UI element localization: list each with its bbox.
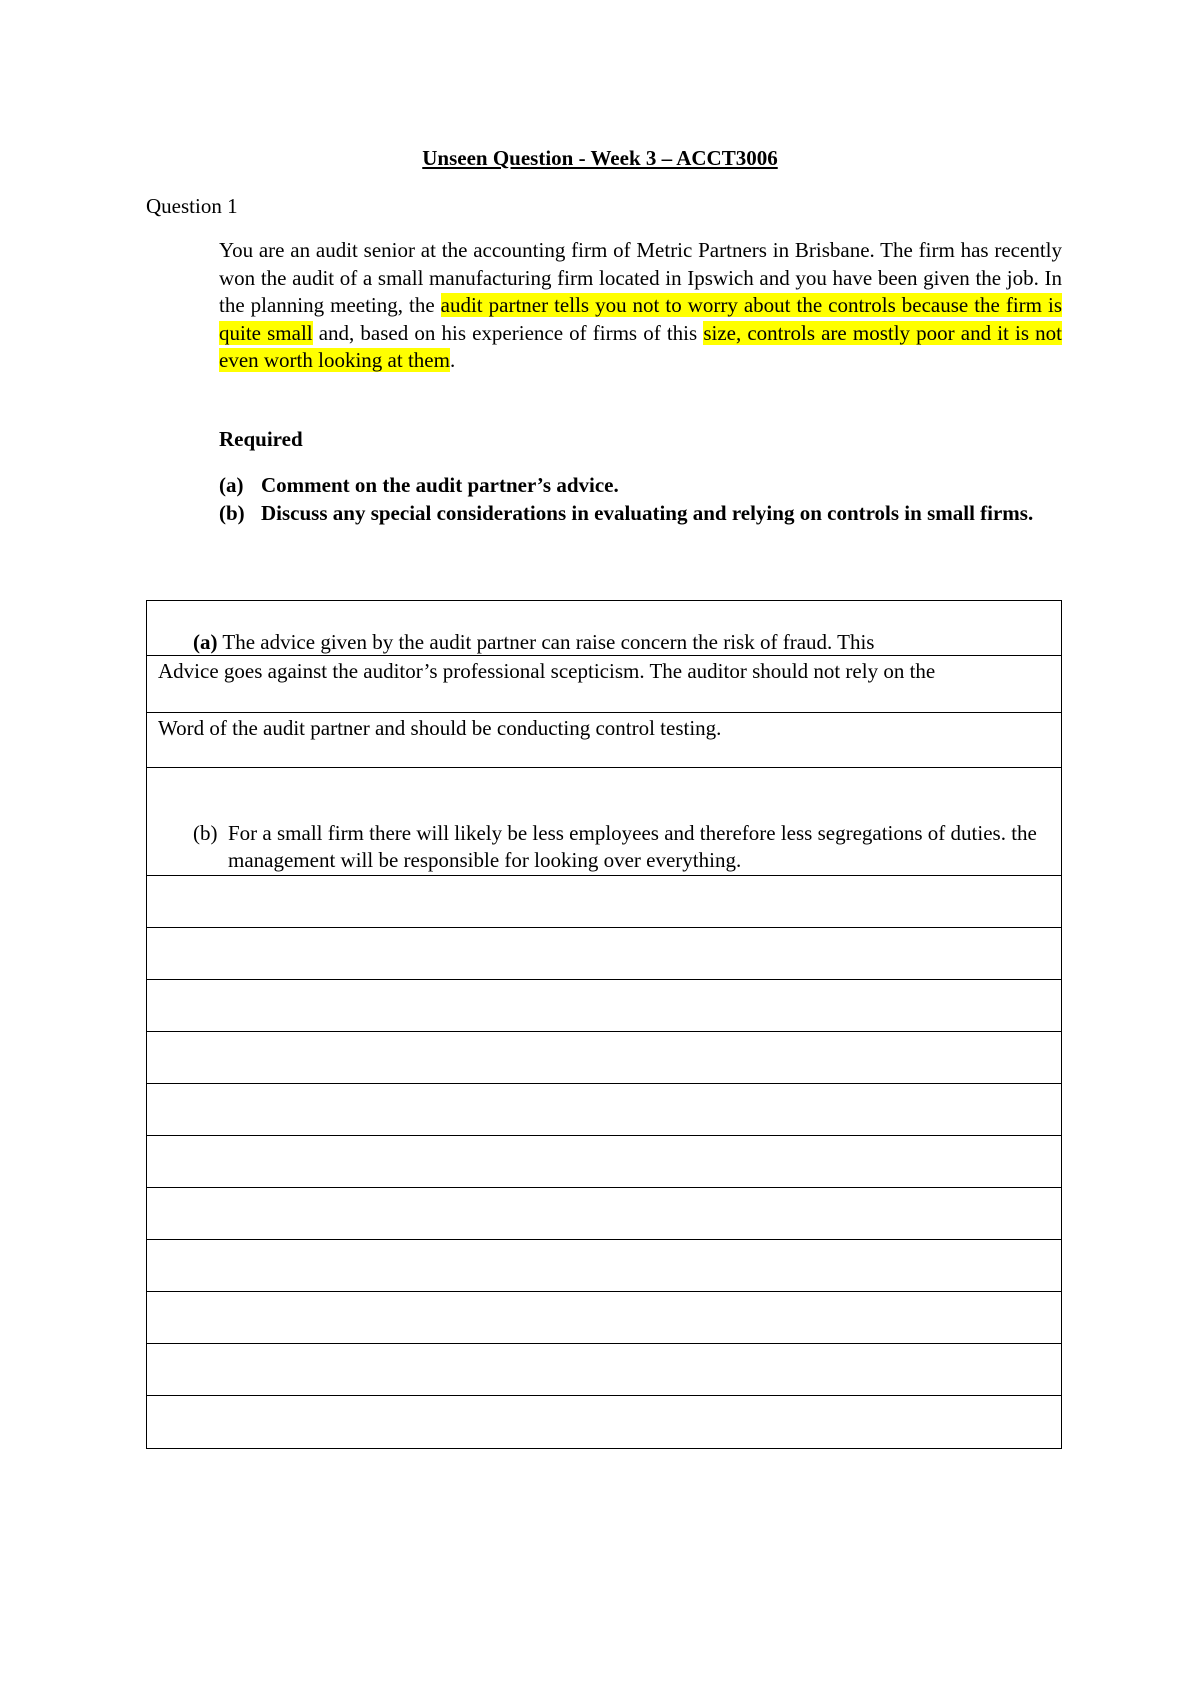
- scenario-highlight-2: size, controls are mostly poor and it is not even worth looking at them: [219, 320, 1062, 372]
- answer-b-marker: (b): [193, 821, 218, 845]
- requirements-list: [219, 471, 1062, 527]
- answer-a-line-2: Advice goes against the auditor’s professional scepticism. The auditor should not rely on the: [158, 659, 936, 683]
- document-title: Unseen Question - Week 3 – ACCT3006: [422, 146, 778, 170]
- scenario-highlight-1: audit partner tells you not to worry about the controls because the firm is quite small: [219, 293, 1062, 345]
- answer-a-text-1: The advice given by the audit partner can raise concern the risk of fraud. This: [217, 630, 875, 654]
- answer-row-empty[interactable]: [147, 1032, 1061, 1084]
- answer-row-empty[interactable]: [147, 1344, 1061, 1396]
- answer-a-marker: (a): [193, 630, 218, 654]
- requirement-item: [219, 499, 1062, 527]
- answer-row-empty[interactable]: [147, 876, 1061, 928]
- requirement-text: Discuss any special considerations in evaluating and relying on controls in small firms.: [261, 501, 1034, 525]
- answer-row-empty[interactable]: [147, 1240, 1061, 1292]
- answer-row[interactable]: [147, 656, 1061, 713]
- answer-row[interactable]: [147, 768, 1061, 876]
- answer-row-empty[interactable]: [147, 1188, 1061, 1240]
- answer-table: [146, 600, 1062, 1449]
- requirement-item: [219, 471, 1062, 499]
- answer-row-empty[interactable]: [147, 1084, 1061, 1136]
- requirement-marker: (b): [219, 501, 245, 525]
- answer-row-empty[interactable]: [147, 1292, 1061, 1344]
- scenario-text-2: and, based on his experience of firms of this: [312, 320, 704, 345]
- answer-b-text: For a small firm there will likely be less employees and therefore less segregations of duties. the management will be responsible for looking over everything.: [228, 821, 1037, 872]
- answer-row-empty[interactable]: [147, 928, 1061, 980]
- answer-row-empty[interactable]: [147, 1136, 1061, 1188]
- answer-a-line-3: Word of the audit partner and should be conducting control testing.: [158, 716, 722, 740]
- answer-b: [193, 820, 1041, 874]
- requirement-text: Comment on the audit partner’s advice.: [261, 473, 619, 497]
- requirement-marker: (a): [219, 473, 244, 497]
- answer-row-empty[interactable]: [147, 1396, 1061, 1448]
- answer-row-empty[interactable]: [147, 980, 1061, 1032]
- answer-row[interactable]: [147, 713, 1061, 768]
- question-scenario: [219, 237, 1062, 375]
- scenario-text-3: .: [449, 348, 456, 372]
- answer-a-line-1: [193, 629, 1031, 656]
- required-heading: Required: [219, 427, 303, 451]
- scenario-text-1: You are an audit senior at the accounting firm of Metric Partners in Brisbane. The firm has recently won the audit of a small manufacturing firm located in Ipswich and you have been given the job. In the planning meeting, the: [219, 238, 1062, 317]
- question-label: Question 1: [146, 194, 238, 218]
- answer-row[interactable]: [147, 601, 1061, 656]
